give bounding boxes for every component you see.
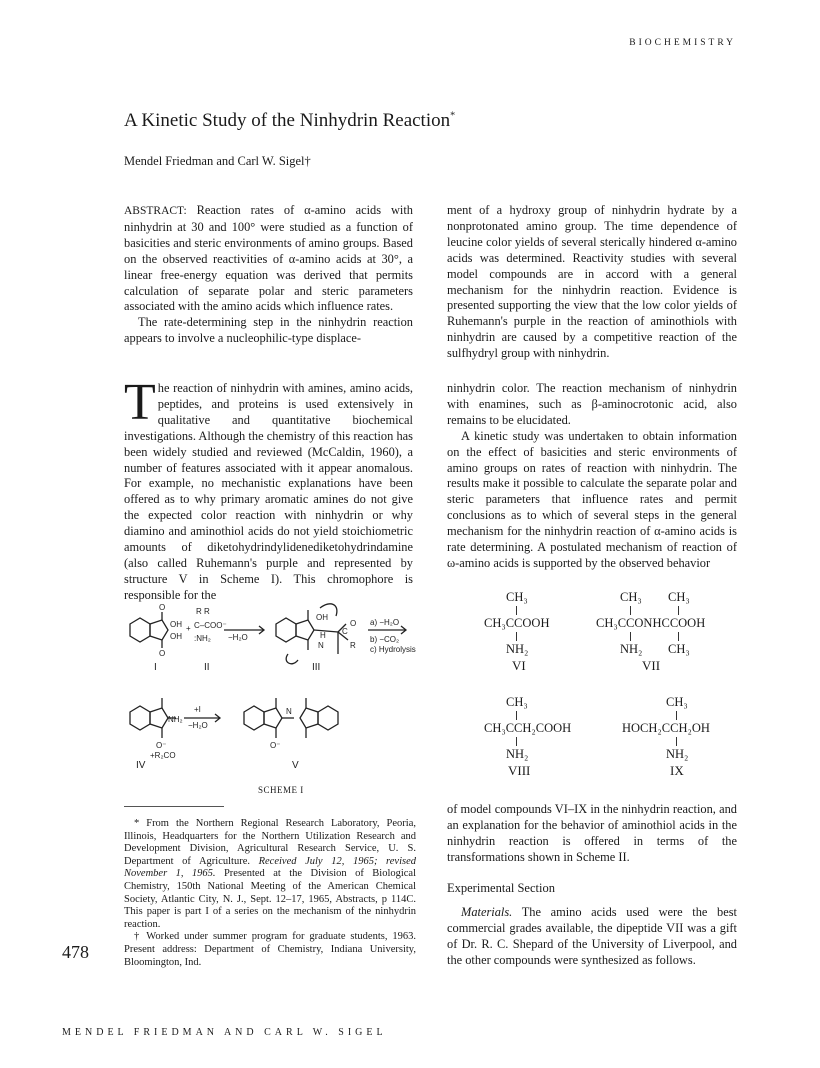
intermediate-o: O [350,619,357,628]
scheme-i-diagram [124,600,416,780]
page-number: 478 [62,942,89,962]
abstract-right: ment of a hydroxy group of ninhydrin hydrate by a nonprotonated amino group. The time dependence of leucine color yields of several sterically hindered α-amino acids was determined. Reactivity studies with several model compounds are in accord with a general mechanism for the ninhydrin reaction. Evidence is presented supporting the view that the low color yields of Ruhemann's purple in the reaction of aminothiols with ninhydrin are caused by a competitive reaction of the sulfhydryl group with ninhydrin. [447,203,737,361]
intermediate-oh: OH [316,613,328,622]
body-right-column-top: ninhydrin color. The reaction mechanism of ninhydrin with enamines, such as β-aminocrotonic acid, also remains to be elucidated. A kinetic study was undertaken to obtain information on the effect of basicities and steric environments of amino groups on rates of reaction with ninhydrin. The results make it possible to calculate the separate polar and steric parameters that influence rates and permit conclusions as to which of several steps in the general mechanism for the ninhydrin reaction of α-amino acids is rate determining. A postulated mechanism of reaction of ω-amino acids is supported by the observed behavior [447,381,737,570]
intermediate-c: C [342,627,348,636]
reagent-r: R R [196,607,210,616]
condition-a: a) −H₂O [370,618,400,627]
ninhydrin-oh-2: OH [170,632,182,641]
arrow-bottom-label: −H₂O [188,721,208,730]
iv-amine: NH₂ [168,715,183,724]
journal-name: BIOCHEMISTRY [629,38,736,48]
condition-b: b) −CO₂ [370,635,400,644]
article-authors: Mendel Friedman and Carl W. Sigel† [124,154,311,168]
reagent-formula: C–COO⁻ [194,621,227,630]
article-title: A Kinetic Study of the Ninhydrin Reaction* [124,110,456,131]
drop-cap: T [124,374,156,431]
intermediate-n: N [318,641,324,650]
ninhydrin-o-bottom: O [159,649,166,658]
compound-viii: CH₃ CH₃CCH₂COOH NH₂ VIII [484,695,572,778]
footnote-rule [124,806,224,807]
iv-oxide: O⁻ [156,741,167,750]
compound-ix: CH₃ HOCH₂CCH₂OH NH₂ IX [622,695,710,778]
footnotes: * From the Northern Regional Research Laboratory, Peoria, Illinois, Headquarters for the Northern Utilization Research and Development Division, Agricultural Research Service, U. S. Department of Agriculture. Received July 12, 1965; revised November 1, 1965. Presented at the Division of Biological Chemistry, 150th National Meeting of the American Chemical Society, Atlantic City, N. J., Sept. 12–17, 1965, Abstracts, p 114C. This paper is part I of a series on the mechanism of the ninhydrin reaction. † Worked under summer program for graduate students, 1963. Present address: Department of Chemistry, Indiana University, Bloomington, Ind. [124,818,417,968]
label-v: V [292,760,299,771]
abstract-left: ABSTRACT: Reaction rates of α-amino acids with ninhydrin at 30 and 100° were studied as a function of basicities and steric environments of amino groups. Based on the observed reactivities of α-amino acids at 30°, a linear free-energy equation was derived that permits calculation of separate polar and steric parameters associated with the amino acids which influence rates. The rate-determining step in the ninhydrin reaction appears to involve a nucleophilic-type displace- [124,203,413,346]
label-ii: II [204,662,210,673]
v-oxide: O⁻ [270,741,281,750]
ninhydrin-o-top: O [159,603,166,612]
arrow-label-1: −H₂O [228,633,248,642]
intermediate-h: H [320,631,326,640]
scheme-label: SCHEME I [258,785,304,795]
compound-vii: CH₃ CH₃ CH₃CCONHCCOOH NH₂ CH₃ VII [596,590,706,673]
plus-sign: + [186,624,191,633]
label-i: I [154,662,157,673]
section-heading: Experimental Section [447,881,555,895]
v-nitrogen: N [286,707,292,716]
materials-paragraph: Materials. The amino acids used were the best commercial grades available, the dipeptide VII was a gift of Dr. R. C. Shepard of the University of Liverpool, and the other compounds were synthesized as follows. [447,905,737,967]
compound-vi: CH₃ CH₃CCOOH NH₂ VI [484,590,550,673]
label-iii: III [312,662,321,673]
iv-byproduct: +R₂CO [150,751,176,760]
abstract-label: ABSTRACT: [124,205,187,217]
running-footer: MENDEL FRIEDMAN AND CARL W. SIGEL [62,1027,387,1038]
condition-c: c) Hydrolysis [370,645,416,654]
label-iv: IV [136,760,146,771]
arrow-top-label: +I [194,705,201,714]
body-right-column-bottom: of model compounds VI–IX in the ninhydrin reaction, and an explanation for the behavior of aminothiol acids in the ninhydrin reaction is offered in terms of the transformations shown in Scheme II. [447,802,737,864]
ninhydrin-oh-1: OH [170,620,182,629]
body-left-column: The reaction of ninhydrin with amines, amino acids, peptides, and proteins is used extensively in qualitative and quantitative biochemical investigations. Although the chemistry of this reaction has been widely studied and reviewed (McCaldin, 1960), a number of features associated with it appear anomalous. For example, no mechanistic explanations have been offered as to why primary aromatic amines do not give the expected color reaction with ninhydrin or why diamino and aminothiol acids do not yield stoichiometric amounts of diketohydrindylidenediketohydrindamine (also called Ruhemann's purple and represented by structure V in Scheme I). This chromophore is responsible for the [124,374,413,602]
intermediate-r: R [350,641,356,650]
reagent-amine: :NH₂ [194,634,211,643]
